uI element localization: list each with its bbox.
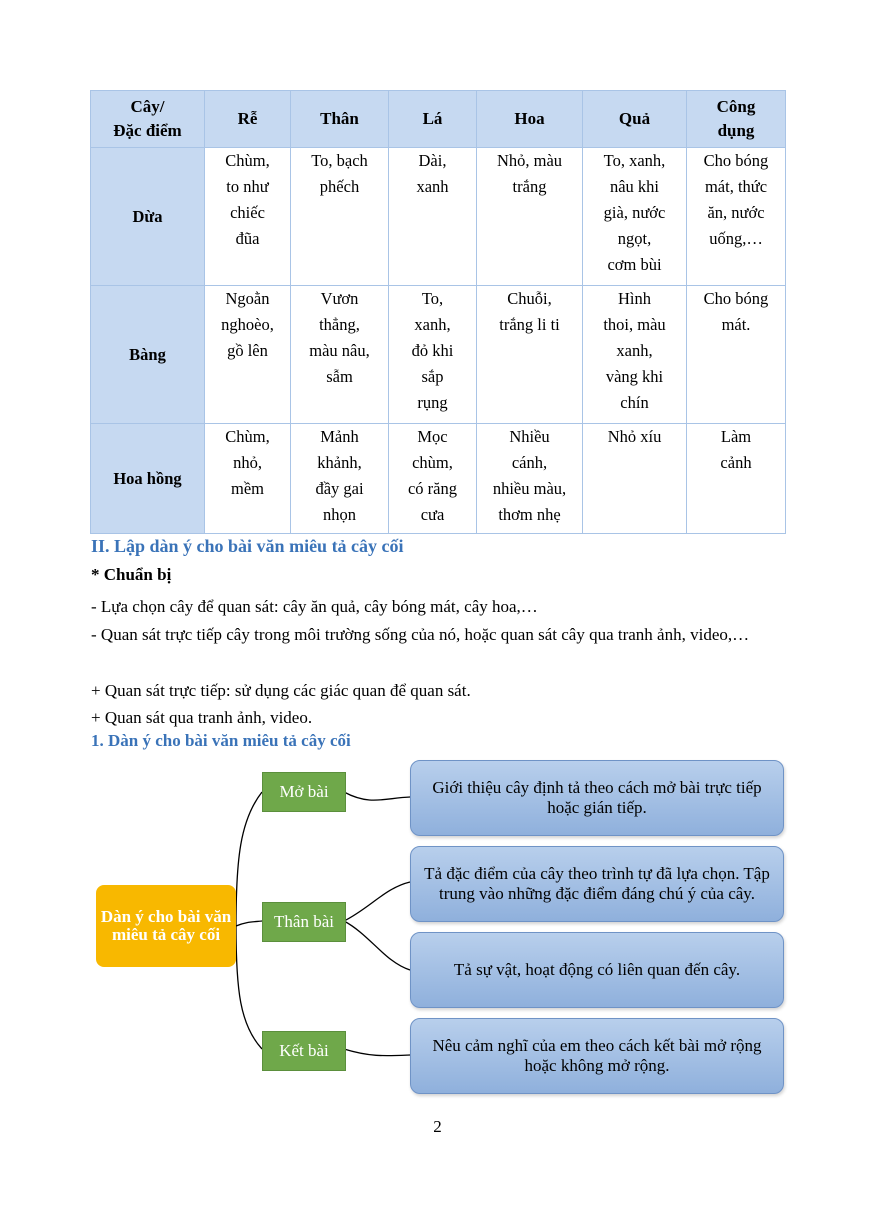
header-plant-trait: Cây/ Đặc điểm: [91, 91, 205, 148]
table-cell: [583, 148, 687, 286]
cell-line: vàng khi: [605, 367, 664, 386]
table-cell: [389, 424, 477, 534]
header-use: Công dụng: [687, 91, 786, 148]
cell-line: nghoèo,: [221, 315, 274, 334]
cell-line: thoi, màu: [603, 315, 666, 334]
prep-line-1: - Lựa chọn cây để quan sát: cây ăn quả, cây bóng mát, cây hoa,…: [91, 597, 538, 616]
ket-bai-node: Kết bài: [262, 1031, 346, 1071]
table-cell: [687, 286, 786, 424]
row-plant-name: Dừa: [91, 148, 205, 286]
cell-line: trắng: [512, 177, 547, 196]
plant-traits-table: [90, 90, 786, 534]
table-cell: [389, 148, 477, 286]
prep-line-2: - Quan sát trực tiếp cây trong môi trường sống của nó, hoặc quan sát cây qua tranh ảnh, video,…: [91, 625, 750, 644]
cell-line: cưa: [420, 505, 445, 524]
connector-mo-bai-desc: [344, 792, 410, 800]
cell-line: To, xanh,: [603, 151, 666, 170]
cell-line: Mảnh: [320, 427, 359, 446]
row-plant-name: Hoa hồng: [91, 424, 205, 534]
cell-line: thẳng,: [319, 315, 360, 334]
cell-line: Làm: [720, 427, 752, 446]
cell-line: sẫm: [326, 367, 353, 386]
cell-line: nhiều màu,: [492, 479, 567, 498]
cell-line: Nhỏ xíu: [607, 427, 662, 446]
cell-line: chiếc: [230, 203, 265, 222]
cell-line: khảnh,: [317, 453, 362, 472]
cell-line: già, nước: [603, 203, 666, 222]
table-cell: [477, 148, 583, 286]
cell-line: xanh,: [414, 315, 451, 334]
than-bai-node: Thân bài: [262, 902, 346, 942]
table-cell: [583, 286, 687, 424]
than-bai-desc-2: Tả sự vật, hoạt động có liên quan đến cây.: [410, 932, 784, 1008]
cell-line: xanh: [416, 177, 449, 196]
connector-root-ket-bai: [236, 926, 262, 1049]
cell-line: thơm nhẹ: [498, 505, 561, 524]
cell-line: Dài,: [418, 151, 447, 170]
cell-line: nâu khi: [609, 177, 660, 196]
table-row: [91, 424, 786, 534]
cell-line: chùm,: [412, 453, 453, 472]
cell-line: to như: [226, 177, 269, 196]
page-number: 2: [433, 1117, 442, 1136]
table-cell: [291, 424, 389, 534]
cell-line: gồ lên: [227, 341, 268, 360]
than-bai-desc-1: Tả đặc điểm của cây theo trình tự đã lựa chọn. Tập trung vào những đặc điểm đáng chú ý của cây.: [410, 846, 784, 922]
cell-line: Chùm,: [225, 151, 270, 170]
cell-line: có răng: [407, 479, 458, 498]
cell-line: uống,…: [709, 229, 763, 248]
cell-line: mềm: [231, 479, 264, 498]
cell-line: To, bạch: [311, 151, 368, 170]
cell-line: rụng: [417, 393, 448, 412]
cell-line: chín: [620, 393, 649, 412]
table-cell: [389, 286, 477, 424]
cell-line: Vươn: [320, 289, 359, 308]
connector-than-bai-desc1: [344, 882, 410, 921]
cell-line: đũa: [235, 229, 260, 248]
table-cell: [205, 424, 291, 534]
header-flower: Hoa: [477, 91, 583, 148]
cell-line: Hình: [618, 289, 651, 308]
ket-bai-desc: Nêu cảm nghĩ của em theo cách kết bài mở rộng hoặc không mở rộng.: [410, 1018, 784, 1094]
connector-than-bai-desc2: [344, 921, 410, 970]
table-cell: [205, 286, 291, 424]
row-plant-name: Bàng: [91, 286, 205, 424]
mo-bai-desc: Giới thiệu cây định tả theo cách mở bài trực tiếp hoặc gián tiếp.: [410, 760, 784, 836]
table-cell: [687, 424, 786, 534]
header-root: Rễ: [205, 91, 291, 148]
connector-ket-bai-desc: [344, 1049, 410, 1056]
cell-line: To,: [421, 289, 444, 308]
header-leaf: Lá: [389, 91, 477, 148]
outline-title: 1. Dàn ý cho bài văn miêu tả cây cối: [91, 731, 351, 750]
cell-line: phếch: [319, 177, 360, 196]
table-row: [91, 286, 786, 424]
cell-line: ăn, nước: [707, 203, 765, 222]
cell-line: Chuỗi,: [507, 289, 552, 308]
outline-root-node: Dàn ý cho bài văn miêu tả cây cối: [96, 885, 236, 967]
mo-bai-node: Mở bài: [262, 772, 346, 812]
cell-line: màu nâu,: [309, 341, 370, 360]
cell-line: Nhỏ, màu: [496, 151, 563, 170]
cell-line: cơm bùi: [607, 255, 662, 274]
cell-line: đỏ khi: [411, 341, 454, 360]
cell-line: nhỏ,: [233, 453, 262, 472]
cell-line: cảnh: [720, 453, 752, 472]
cell-line: mát.: [721, 315, 751, 334]
cell-line: Nhiều: [509, 427, 550, 446]
cell-line: đầy gai: [315, 479, 364, 498]
table-cell: [477, 286, 583, 424]
table-cell: [477, 424, 583, 534]
cell-line: Chùm,: [225, 427, 270, 446]
cell-line: Ngoằn: [225, 289, 270, 308]
table-cell: [291, 286, 389, 424]
prep-line-4: + Quan sát qua tranh ảnh, video.: [91, 708, 313, 727]
cell-line: Cho bóng: [703, 289, 769, 308]
cell-line: sắp: [421, 367, 444, 386]
cell-line: xanh,: [616, 341, 653, 360]
cell-line: mát, thức: [704, 177, 768, 196]
cell-line: Mọc: [417, 427, 448, 446]
prep-title: * Chuẩn bị: [91, 565, 172, 584]
table-header-row: [91, 91, 786, 148]
table-cell: [205, 148, 291, 286]
cell-line: nhọn: [323, 505, 356, 524]
cell-line: ngọt,: [617, 229, 652, 248]
header-stem: Thân: [291, 91, 389, 148]
cell-line: trắng li ti: [499, 315, 560, 334]
cell-line: cánh,: [511, 453, 548, 472]
header-fruit: Quả: [583, 91, 687, 148]
prep-line-3: + Quan sát trực tiếp: sử dụng các giác quan để quan sát.: [91, 681, 471, 700]
cell-line: Cho bóng: [703, 151, 769, 170]
connector-root-mo-bai: [236, 792, 262, 926]
table-cell: [291, 148, 389, 286]
table-cell: [583, 424, 687, 534]
table-cell: [687, 148, 786, 286]
table-row: [91, 148, 786, 286]
connector-root-than-bai: [236, 921, 262, 926]
section-title: II. Lập dàn ý cho bài văn miêu tả cây cối: [91, 536, 404, 556]
